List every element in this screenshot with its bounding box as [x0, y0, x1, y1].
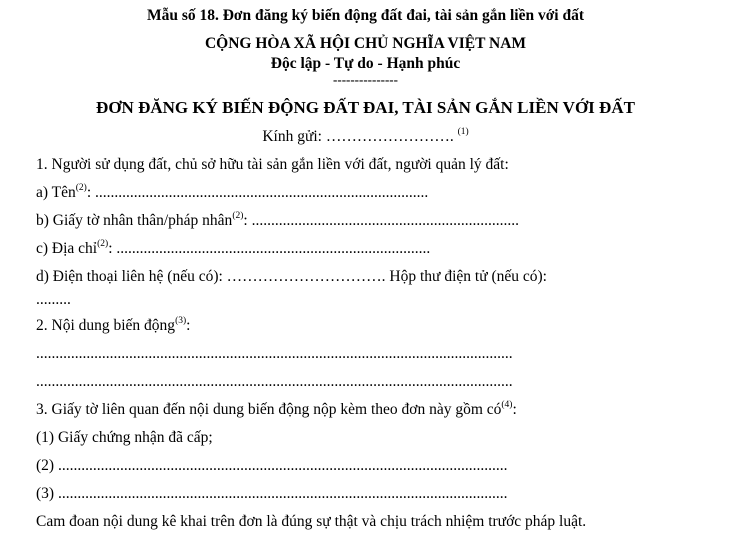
identity-document-field: [36, 211, 519, 231]
section3-colon: :: [512, 401, 517, 418]
section2-colon: :: [186, 317, 191, 334]
address-field: [36, 239, 430, 259]
recipient-note: (1): [457, 126, 469, 137]
recipient-line: [0, 127, 731, 147]
owner-name-fill: : ......................................................................................: [86, 184, 429, 201]
identity-document-label: b) Giấy tờ nhân thân/pháp nhân: [36, 212, 233, 229]
address-label: c) Địa chỉ: [36, 240, 98, 257]
identity-document-note: (2): [232, 210, 244, 221]
address-note: (2): [97, 238, 109, 249]
change-content-line-1: ...........................................................................................................................: [36, 345, 513, 362]
owner-name-field: [36, 183, 428, 203]
address-fill: : .................................................................................: [108, 240, 431, 257]
form-number: Mẫu số 18. Đơn đăng ký biến động đất đai, tài sản gắn liền với đất: [146, 7, 585, 24]
section2-heading: [36, 316, 190, 336]
commitment-statement: Cam đoan nội dung kê khai trên đơn là đúng sự thật và chịu trách nhiệm trước pháp luật.: [36, 513, 587, 530]
country-name: CỘNG HÒA XÃ HỘI CHỦ NGHĨA VIỆT NAM: [204, 35, 527, 52]
attached-document-3: (3) ....................................................................................................................: [36, 485, 508, 502]
section2-note: (3): [175, 315, 187, 326]
recipient-label: Kính gửi: …………………….: [262, 128, 458, 145]
phone-email-continuation: .........: [36, 291, 71, 308]
owner-name-label: a) Tên: [36, 184, 76, 201]
section3-heading: [36, 400, 517, 420]
document-title: ĐƠN ĐĂNG KÝ BIẾN ĐỘNG ĐẤT ĐAI, TÀI SẢN GẮN LIỀN VỚI ĐẤT: [96, 98, 635, 117]
section3-heading-text: 3. Giấy tờ liên quan đến nội dung biến động nộp kèm theo đơn này gồm có: [36, 401, 502, 418]
identity-document-fill: : .....................................................................: [243, 212, 519, 229]
phone-email-field: d) Điện thoại liên hệ (nếu có): …………………………. Hộp thư điện tử (nếu có):: [36, 268, 547, 285]
section1-heading: 1. Người sử dụng đất, chủ sở hữu tài sản gắn liền với đất, người quản lý đất:: [36, 156, 509, 173]
owner-name-note: (2): [75, 182, 87, 193]
national-motto: Độc lập - Tự do - Hạnh phúc: [270, 55, 461, 72]
attached-document-1: (1) Giấy chứng nhận đã cấp;: [36, 429, 213, 446]
header-separator: ---------------: [333, 72, 398, 87]
change-content-line-2: ...........................................................................................................................: [36, 373, 513, 390]
section3-note: (4): [501, 399, 513, 410]
attached-document-2: (2) ....................................................................................................................: [36, 457, 508, 474]
section2-heading-text: 2. Nội dung biến động: [36, 317, 176, 334]
